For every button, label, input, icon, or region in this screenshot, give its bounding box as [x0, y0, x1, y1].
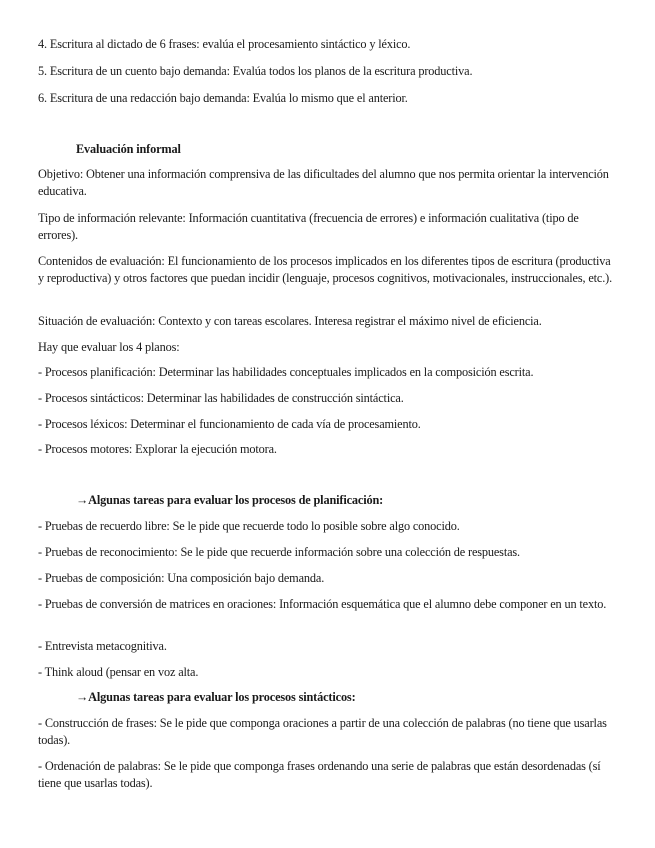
- list-item: - Pruebas de recuerdo libre: Se le pide que recuerde todo lo posible sobre algo conocido.: [38, 519, 460, 533]
- list-item: 6. Escritura de una redacción bajo demanda: Evalúa lo mismo que el anterior.: [38, 91, 408, 105]
- heading-text: Algunas tareas para evaluar los procesos sintácticos:: [88, 690, 356, 704]
- list-item: 5. Escritura de un cuento bajo demanda: Evalúa todos los planos de la escritura productiva.: [38, 64, 473, 78]
- subsection-heading: [76, 689, 356, 706]
- arrow-right-icon: →: [76, 493, 89, 507]
- section-heading: Evaluación informal: [76, 142, 181, 156]
- list-item: 4. Escritura al dictado de 6 frases: evalúa el procesamiento sintáctico y léxico.: [38, 37, 411, 51]
- list-item: - Procesos planificación: Determinar las habilidades conceptuales implicados en la composición escrita.: [38, 365, 534, 379]
- list-item: - Construcción de frases: Se le pide que componga oraciones a partir de una colección de palabras (no tiene que usarlas todas).: [38, 716, 607, 747]
- subsection-heading: [76, 492, 383, 509]
- paragraph-objetivo: Objetivo: Obtener una información comprensiva de las dificultades del alumno que nos permita orientar la intervención educativa.: [38, 167, 609, 198]
- heading-text: Algunas tareas para evaluar los procesos de planificación:: [88, 493, 384, 507]
- list-item: - Pruebas de composición: Una composición bajo demanda.: [38, 571, 325, 585]
- list-item: - Pruebas de reconocimiento: Se le pide que recuerde información sobre una colección de respuestas.: [38, 545, 520, 559]
- list-item: - Procesos sintácticos: Determinar las habilidades de construcción sintáctica.: [38, 391, 404, 405]
- list-item: - Entrevista metacognitiva.: [38, 639, 167, 653]
- list-item: - Pruebas de conversión de matrices en oraciones: Información esquemática que el alumno debe componer en un texto.: [38, 597, 607, 611]
- arrow-right-icon: →: [76, 690, 89, 704]
- list-item: - Ordenación de palabras: Se le pide que componga frases ordenando una serie de palabras que están desordenadas (sí tiene que usarlas todas).: [38, 759, 601, 790]
- paragraph-hay-que: Hay que evaluar los 4 planos:: [38, 340, 180, 354]
- list-item: - Procesos motores: Explorar la ejecución motora.: [38, 442, 277, 456]
- paragraph-situacion: Situación de evaluación: Contexto y con tareas escolares. Interesa registrar el máximo nivel de eficiencia.: [38, 314, 542, 328]
- paragraph-tipo: Tipo de información relevante: Información cuantitativa (frecuencia de errores) e información cualitativa (tipo de errores).: [38, 211, 579, 242]
- list-item: - Procesos léxicos: Determinar el funcionamiento de cada vía de procesamiento.: [38, 417, 421, 431]
- paragraph-contenidos: Contenidos de evaluación: El funcionamiento de los procesos implicados en los diferentes tipos de escritura (productiva y reproductiva) y otros factores que puedan incidir (lenguaje, procesos cognitivos, motivacionales, instruccionales, etc.).: [38, 254, 612, 285]
- list-item: - Think aloud (pensar en voz alta.: [38, 665, 199, 679]
